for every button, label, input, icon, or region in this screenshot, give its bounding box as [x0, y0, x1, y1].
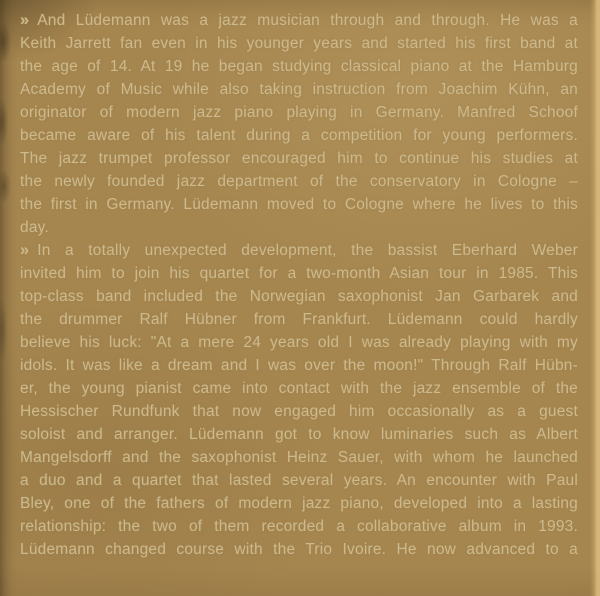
- text-line: The jazz trumpet professor encouraged him to continue his studies at: [20, 150, 578, 167]
- text-line: Mangelsdorff and the saxophonist Heinz Sauer, with whom he launched: [20, 449, 578, 466]
- text-line: relationship: the two of them recorded a collaborative album in 1993.: [20, 518, 578, 535]
- text-block: [20, 9, 578, 561]
- text-line: day.: [20, 219, 49, 236]
- text-line: soloist and arranger. Lüdemann got to know luminaries such as Albert: [20, 426, 578, 443]
- text-line: idols. It was like a dream and I was over the moon!" Through Ralf Hübn-: [20, 357, 578, 374]
- text-line: Bley, one of the fathers of modern jazz piano, developed into a lasting: [20, 495, 578, 512]
- text-line: originator of modern jazz piano playing in Germany. Manfred Schoof: [20, 104, 578, 121]
- text-line: invited him to join his quartet for a two-month Asian tour in 1985. This: [20, 265, 578, 282]
- paragraph: [20, 239, 578, 561]
- text-line: believe his luck: "At a mere 24 years old I was already playing with my: [20, 334, 578, 351]
- text-line: er, the young pianist came into contact with the jazz ensemble of the: [20, 380, 578, 397]
- text-line: Hessischer Rundfunk that now engaged him occasionally as a guest: [20, 403, 578, 420]
- text-line: Keith Jarrett fan even in his younger years and started his first band at: [20, 35, 578, 52]
- text-line: the newly founded jazz department of the conservatory in Cologne –: [20, 173, 578, 190]
- text-line: the first in Germany. Lüdemann moved to Cologne where he lives to this: [20, 196, 578, 213]
- text-line: top-class band included the Norwegian saxophonist Jan Garbarek and: [20, 288, 578, 305]
- text-line: the age of 14. At 19 he began studying classical piano at the Hamburg: [20, 58, 578, 75]
- text-line: » And Lüdemann was a jazz musician through and through. He was a: [20, 11, 578, 29]
- text-line: became aware of his talent during a competition for young performers.: [20, 127, 578, 144]
- paragraph: [20, 9, 578, 239]
- text-line: the drummer Ralf Hübner from Frankfurt. Lüdemann could hardly: [20, 311, 578, 328]
- text-line: Lüdemann changed course with the Trio Ivoire. He now advanced to a: [20, 541, 578, 558]
- text-line: a duo and a quartet that lasted several years. An encounter with Paul: [20, 472, 578, 489]
- paragraph-marker-icon: »: [20, 241, 30, 259]
- text-line: Academy of Music while also taking instruction from Joachim Kühn, an: [20, 81, 578, 98]
- paragraph-marker-icon: »: [20, 11, 30, 29]
- text-line: » In a totally unexpected development, the bassist Eberhard Weber: [20, 241, 578, 259]
